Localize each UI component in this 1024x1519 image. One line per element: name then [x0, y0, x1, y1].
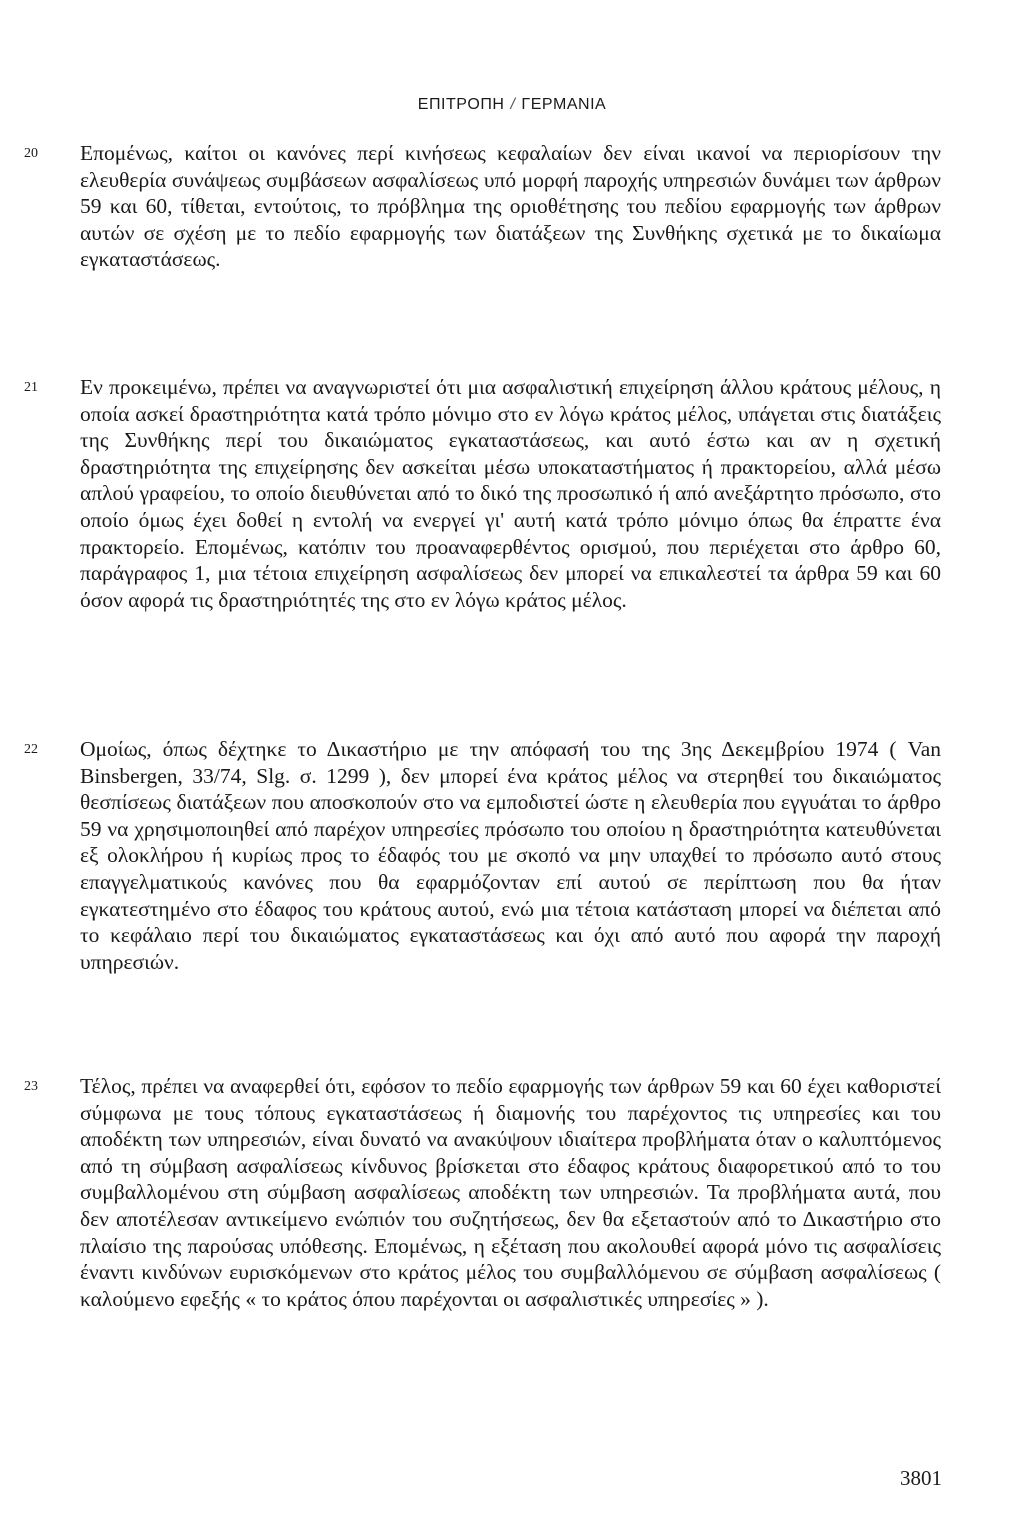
paragraph-22 — [24, 736, 941, 975]
paragraph-text: Τέλος, πρέπει να αναφερθεί ότι, εφόσον το πεδίο εφαρμογής των άρθρων 59 και 60 έχει καθοριστεί σύμφωνα με τους τόπους εγκαταστάσεως ή διαμονής του παρέχοντος τις υπηρεσίες και του αποδέκτη των υπηρεσιών, είναι δυνατό να ανακύψουν ιδιαίτερα προβλήματα όταν ο καλυπτόμενος από τη σύμβαση ασφαλίσεως κίνδυνος βρίσκεται στο έδαφος κράτους διαφορετικού από το του συμβαλλομένου στη σύμβαση ασφαλίσεως αποδέκτη των υπηρεσιών. Τα προβλήματα αυτά, που δεν αποτέλεσαν αντικείμενο ενώπιόν του συζητήσεως, δεν θα εξεταστούν από το Δικαστήριο στο πλαίσιο της παρούσας υπόθεσης. Επομένως, η εξέταση που ακολουθεί αφορά μόνο τις ασφαλίσεις έναντι κινδύνων ευρισκόμενων στο κράτος μέλος του συμβαλλόμενου σε σύμβαση ασφαλίσεως ( καλούμενο εφεξής « το κράτος όπου παρέχονται οι ασφαλιστικές υπηρεσίες » ). — [80, 1074, 941, 1311]
paragraph-text: Επομένως, καίτοι οι κανόνες περί κινήσεως κεφαλαίων δεν είναι ικανοί να περιορίσουν την ελευθερία συνάψεως συμβάσεων ασφαλίσεως υπό μορφή παροχής υπηρεσιών δυνάμει των άρθρων 59 και 60, τίθεται, εντούτοις, το πρόβλημα της οριοθέτησης του πεδίου εφαρμογής των άρθρων αυτών σε σχέση με το πεδίο εφαρμογής των διατάξεων της Συνθήκης σχετικά με το δικαίωμα εγκαταστάσεως. — [80, 141, 941, 272]
paragraph-20 — [24, 140, 941, 273]
header-institution: ΕΠΙΤΡΟΠΗ — [417, 96, 505, 113]
paragraph-number: 20 — [24, 146, 38, 161]
header-separator: / — [510, 96, 516, 113]
paragraph-21 — [24, 374, 941, 613]
page-number: 3801 — [900, 1466, 942, 1490]
paragraph-text: Ομοίως, όπως δέχτηκε το Δικαστήριο με την απόφασή του της 3ης Δεκεμβρίου 1974 ( Van Binsbergen, 33/74, Slg. σ. 1299 ), δεν μπορεί ένα κράτος μέλος να στερηθεί του δικαιώματος θεσπίσεως διατάξεων που αποσκοπούν στο να εμποδιστεί ώστε η ελευθερία που εγγυάται το άρθρο 59 να χρησιμοποιηθεί από παρέχον υπηρεσίες πρόσωπο του οποίου η δραστηριότητα κατευθύνεται εξ ολοκλήρου ή κυρίως προς το έδαφός του με σκοπό να μην υπαχθεί το πρόσωπο αυτό στους επαγγελματικούς κανόνες που θα εφαρμόζονταν επί αυτού σε περίπτωση που θα ήταν εγκατεστημένο στο έδαφος του κράτους αυτού, ενώ μια τέτοια κατάσταση μπορεί να διέπεται από το κεφάλαιο περί του δικαιώματος εγκαταστάσεως και όχι από αυτό που αφορά την παροχή υπηρεσιών. — [80, 737, 941, 974]
paragraph-23 — [24, 1073, 941, 1312]
paragraph-number: 21 — [24, 380, 38, 395]
paragraph-number: 23 — [24, 1079, 38, 1094]
running-header — [0, 96, 1024, 114]
header-country: ΓΕΡΜΑΝΙΑ — [521, 96, 607, 113]
paragraph-number: 22 — [24, 742, 38, 757]
paragraph-text: Εν προκειμένω, πρέπει να αναγνωριστεί ότι μια ασφαλιστική επιχείρηση άλλου κράτους μέλους, η οποία ασκεί δραστηριότητα κατά τρόπο μόνιμο στο εν λόγω κράτος μέλος, υπάγεται στις διατάξεις της Συνθήκης περί του δικαιώματος εγκαταστάσεως, και αυτό έστω και αν η σχετική δραστηριότητα της επιχείρησης δεν ασκείται μέσω υποκαταστήματος ή πρακτορείου, αλλά μέσω απλού γραφείου, το οποίο διευθύνεται από το δικό της προσωπικό ή από ανεξάρτητο πρόσωπο, στο οποίο όμως έχει δοθεί η εντολή να ενεργεί γι' αυτή κατά τρόπο μόνιμο όπως θα έπραττε ένα πρακτορείο. Επομένως, κατόπιν του προαναφερθέντος ορισμού, που περιέχεται στο άρθρο 60, παράγραφος 1, μια τέτοια επιχείρηση ασφαλίσεως δεν μπορεί να επικαλεστεί τα άρθρα 59 και 60 όσον αφορά τις δραστηριότητές της στο εν λόγω κράτος μέλος. — [80, 375, 941, 612]
